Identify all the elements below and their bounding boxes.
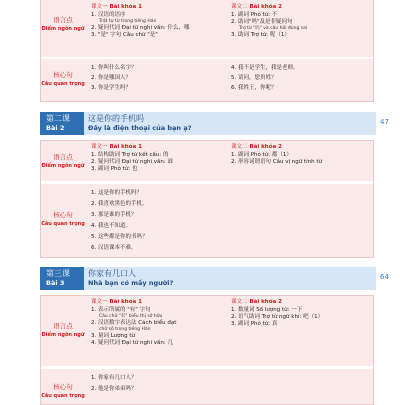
lesson1-key-col2 — [231, 63, 299, 93]
lesson3-text2-column — [231, 298, 323, 328]
grammar-item: 3. "是" 字句 Câu chữ "是" — [91, 32, 158, 38]
lesson1-key-col1 — [91, 63, 137, 93]
key-sentence: 2. 我喜欢黑色的手机。 — [91, 201, 148, 207]
lesson3-number-tag: 第三课 Bài 3 — [40, 267, 84, 290]
grammar-item: 2. 汉语数字表达法 Cách biểu đạt — [91, 320, 177, 326]
text2-header: 课文二 Bài khóa 2 — [231, 144, 282, 150]
lesson3-key-column — [91, 373, 137, 395]
grammar-label: 语言点 Điểm ngôn ngữ — [41, 322, 85, 338]
grammar-item: 3. 助词 Trợ từ: 呢（1） — [231, 32, 290, 38]
key-sentence: 5. 请问，您贵姓？ — [231, 75, 277, 81]
key-sentence: 1. 你家有几口人？ — [91, 375, 137, 381]
key-sentences-label: 核心句 Câu quan trọng — [41, 71, 85, 87]
lesson1-block — [40, 0, 374, 102]
key-sentence: 2. 他是你弟弟吗？ — [91, 386, 137, 392]
grammar-item: 2. 疑问代词 Đại từ nghi vấn: 谁 — [91, 159, 173, 165]
lesson3-header — [40, 267, 376, 290]
text1-header: 课文一 Bài khóa 1 — [91, 299, 142, 305]
lesson2-title-cn: 这是你的手机吗 — [88, 114, 144, 123]
grammar-item: 2. 形容词谓语句 Câu vị ngữ tính từ — [231, 159, 322, 165]
key-sentence: 3. 那是谁的手机？ — [91, 212, 137, 218]
grammar-item: 2. 语气助词 Trợ từ ngữ khí: 吧（1） — [231, 314, 324, 320]
lesson3-title-cn: 你家有几口人 — [88, 269, 136, 278]
grammar-item: 1. 数量词 Số lượng từ: 一下 — [231, 307, 303, 313]
grammar-item: 3. 副词 Phó từ: 也 — [91, 166, 138, 172]
grammar-item-sub: chữ số trong tiếng Hán — [99, 327, 151, 332]
text1-header: 课文一 Bài khóa 1 — [91, 4, 142, 10]
lesson3-grammar-row — [41, 296, 373, 366]
grammar-item: 2. 疑问代词 Đại từ nghi vấn: 什么、哪 — [91, 25, 190, 31]
grammar-item: 4. 疑问代词 Đại từ nghi vấn: 几 — [91, 340, 173, 346]
grammar-item: 3. 副词 Phó từ: 真 — [231, 321, 278, 327]
lesson3-title-vn: Nhà bạn có mấy người? — [88, 279, 174, 287]
grammar-item: 1. 汉语的语序 — [91, 12, 126, 18]
key-sentence: 4. 我不是学生，我是老师。 — [231, 65, 299, 71]
grammar-item: 1. 副词 Phó từ: 都（1） — [231, 152, 292, 158]
key-sentence: 5. 这些都是你的书吗？ — [91, 234, 148, 240]
lesson2-block — [40, 140, 374, 258]
grammar-label: 语言点 Điểm ngôn ngữ — [41, 153, 85, 169]
key-sentences-label: 核心句 Câu quan trọng — [41, 211, 85, 227]
key-sentence: 1. 你叫什么名字？ — [91, 65, 137, 71]
lesson1-text1-column — [91, 3, 190, 39]
grammar-item: 1. 结构助词 Trợ từ kết cấu: 的 — [91, 152, 169, 158]
grammar-label: 语言点 Điểm ngôn ngữ — [41, 16, 85, 32]
grammar-item-sub: Câu chữ "有" biểu thị sở hữu — [99, 314, 163, 319]
key-sentences-label: 核心句 Câu quan trọng — [41, 383, 85, 399]
grammar-item: 2. 助词"吗"及是非疑问句 — [231, 19, 293, 25]
lesson2-grammar-row — [41, 141, 373, 181]
key-sentence: 3. 你是学生吗？ — [91, 85, 131, 91]
lesson2-page-number: 47 — [380, 118, 389, 126]
text1-header: 课文一 Bài khóa 1 — [91, 144, 142, 150]
key-sentence: 1. 这是你的手机吗？ — [91, 190, 142, 196]
lesson3-page-number: 64 — [380, 273, 389, 281]
grammar-item: 1. 表示所属的 "有" 字句 — [91, 307, 151, 313]
grammar-item: 3. 量词 Lượng từ — [91, 333, 136, 339]
key-sentence: 6. 我姓王，你呢？ — [231, 85, 277, 91]
lesson2-header — [40, 112, 376, 135]
lesson2-text2-column — [231, 143, 322, 166]
text2-header: 课文二 Bài khóa 2 — [231, 299, 282, 305]
lesson2-key-column — [91, 188, 148, 254]
lesson3-text1-column — [91, 298, 176, 347]
lesson2-text1-column — [91, 143, 173, 173]
lesson3-block — [40, 295, 374, 405]
lesson2-number-tag: 第二课 Bài 2 — [40, 112, 84, 135]
key-sentence: 2. 你是哪国人？ — [91, 75, 131, 81]
lesson3-key-row — [41, 369, 373, 404]
grammar-item-sub: Trật tự từ trong tiếng Hán — [99, 19, 157, 24]
grammar-item: 1. 副词 Phó từ: 不 — [231, 12, 278, 18]
lesson1-text2-column — [231, 3, 307, 39]
lesson2-title-vn: Đây là điện thoại của bạn ạ? — [88, 124, 192, 132]
key-sentence: 6. 汉语课本不难。 — [91, 245, 137, 251]
text2-header: 课文二 Bài khóa 2 — [231, 4, 282, 10]
lesson1-grammar-row — [41, 0, 373, 57]
grammar-item-sub: Trợ từ "吗" và câu hỏi đúng sai — [239, 26, 308, 31]
lesson2-key-row — [41, 184, 373, 257]
lesson1-key-row — [41, 59, 373, 101]
key-sentence: 4. 我也不知道。 — [91, 223, 131, 229]
